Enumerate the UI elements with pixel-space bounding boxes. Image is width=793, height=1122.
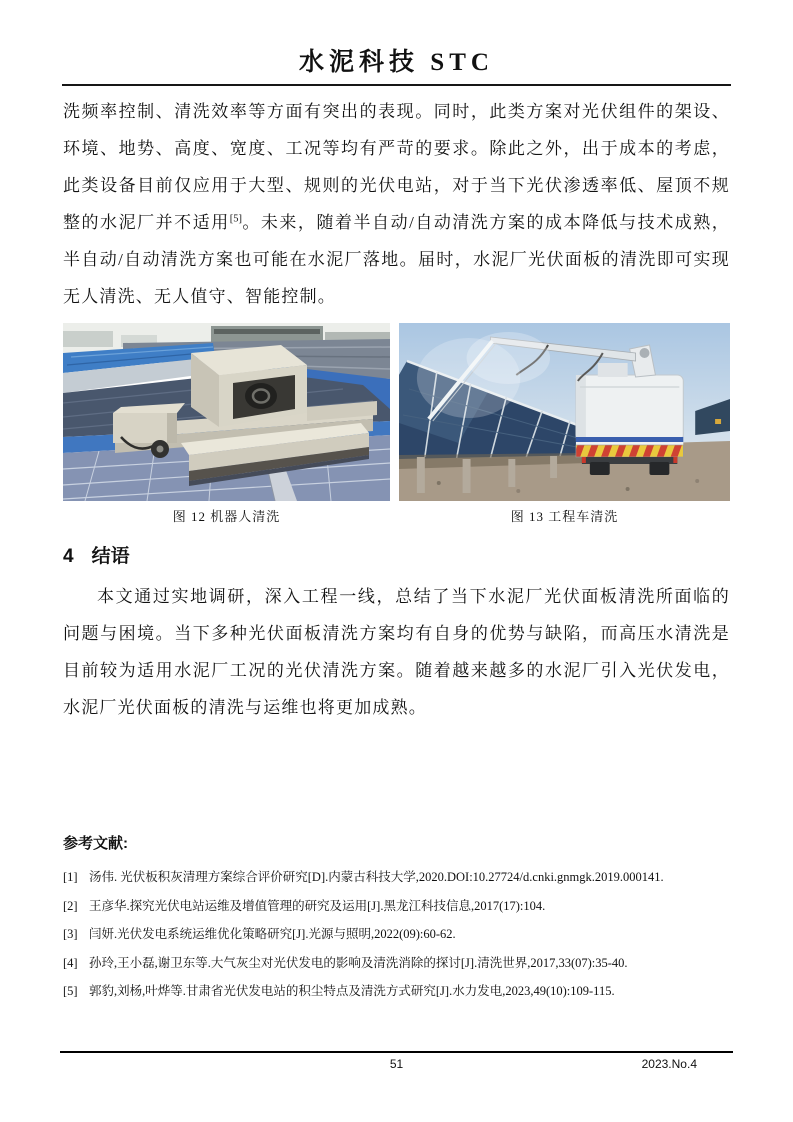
section-number: 4 bbox=[63, 546, 74, 567]
reference-marker: [1] bbox=[63, 870, 78, 884]
references-heading: 参考文献: bbox=[63, 835, 128, 852]
header-rule bbox=[62, 84, 731, 86]
figures-row bbox=[63, 323, 730, 525]
section-title: 结语 bbox=[91, 546, 130, 567]
journal-title: 水泥科技 STC bbox=[299, 49, 494, 76]
reference-text: 汤伟. 光伏板积灰清理方案综合评价研究[D].内蒙古科技大学,2020.DOI:10.27724/d.cnki.gnmgk.2019.000141. bbox=[89, 870, 664, 884]
figure-12 bbox=[63, 323, 390, 525]
page-footer bbox=[60, 1051, 733, 1083]
reference-marker: [3] bbox=[63, 927, 78, 941]
page-body bbox=[63, 93, 730, 1006]
reference-item-5 bbox=[63, 977, 730, 1006]
continuation-paragraph bbox=[63, 93, 730, 315]
references-section bbox=[63, 832, 730, 1006]
reference-item-2 bbox=[63, 892, 730, 921]
citation-marker-5: [5] bbox=[229, 213, 243, 225]
figure-13 bbox=[399, 323, 730, 525]
robot-cleaning-image bbox=[63, 323, 390, 501]
issue-label: 2023.No.4 bbox=[641, 1057, 697, 1071]
figure-13-caption: 图 13 工程车清洗 bbox=[510, 509, 619, 524]
reference-item-3 bbox=[63, 920, 730, 949]
section-heading-conclusion bbox=[63, 541, 730, 568]
figure-12-caption: 图 12 机器人清洗 bbox=[172, 509, 281, 524]
reference-item-1 bbox=[63, 863, 730, 892]
reference-item-4 bbox=[63, 949, 730, 978]
reference-text: 王彦华.探究光伏电站运维及增值管理的研究及运用[J].黑龙江科技信息,2017(17):104. bbox=[89, 898, 546, 913]
figure-12-photo bbox=[63, 323, 390, 501]
reference-text: 闫妍.光伏发电系统运维优化策略研究[J].光源与照明,2022(09):60-62. bbox=[89, 927, 456, 941]
page-header bbox=[0, 0, 793, 86]
reference-text: 郭豹,刘杨,叶烨等.甘肃省光伏发电站的积尘特点及清洗方式研究[J].水力发电,2023,49(10):109-115. bbox=[89, 984, 615, 998]
paragraph-text-before-citation: 洗频率控制、清洗效率等方面有突出的表现。同时，此类方案对光伏组件的架设、环境、地势、高度、宽度、工况等均有严苛的要求。除此之外，出于成本的考虑，此类设备目前仅应用于大型、规则的光伏电站，对于当下光伏渗透率低、屋顶不规整的水泥厂并不适用 bbox=[63, 102, 730, 232]
page-number: 51 bbox=[389, 1057, 404, 1071]
reference-text: 孙玲,王小磊,谢卫东等.大气灰尘对光伏发电的影响及清洗消除的探讨[J].清洗世界,2017,33(07):35-40. bbox=[89, 955, 628, 970]
reference-marker: [2] bbox=[63, 898, 78, 913]
references-list bbox=[63, 863, 730, 1006]
paragraph-text-after-citation: 。未来，随着半自动/自动清洗方案的成本降低与技术成熟，半自动/自动清洗方案也可能在水泥厂落地。届时，水泥厂光伏面板的清洗即可实现无人清洗、无人值守、智能控制。 bbox=[63, 213, 730, 306]
reference-marker: [5] bbox=[63, 984, 78, 998]
reference-marker: [4] bbox=[63, 955, 78, 970]
conclusion-paragraph: 本文通过实地调研，深入工程一线，总结了当下水泥厂光伏面板清洗所面临的问题与困境。当下多种光伏面板清洗方案均有自身的优势与缺陷，而高压水清洗是目前较为适用水泥厂工况的光伏清洗方案。随着越来越多的水泥厂引入光伏发电，水泥厂光伏面板的清洗与运维也将更加成熟。 bbox=[63, 587, 730, 717]
figure-13-photo bbox=[399, 323, 730, 501]
truck-cleaning-image bbox=[399, 323, 730, 501]
